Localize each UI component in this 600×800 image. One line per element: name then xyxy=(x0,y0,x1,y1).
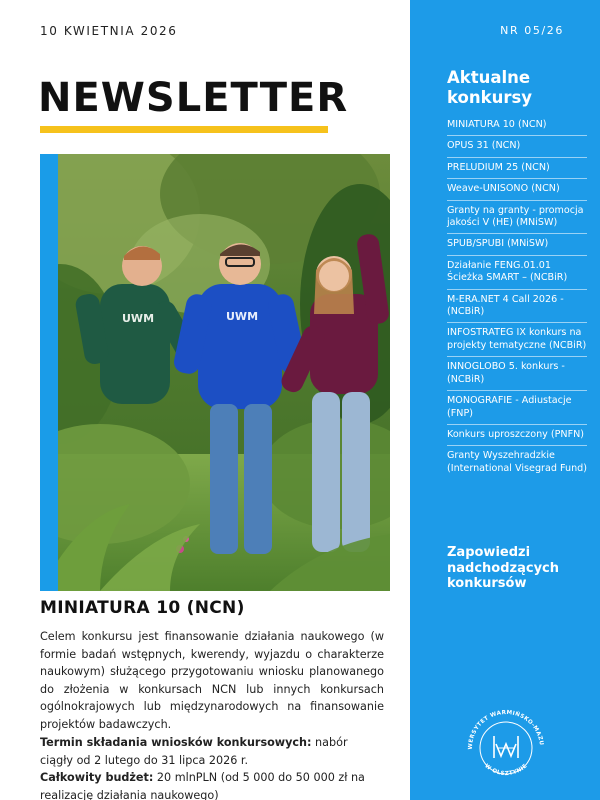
hero-photo-illustration xyxy=(40,154,390,591)
shirt-logo-text: UWM xyxy=(122,312,155,325)
seal-icon xyxy=(458,700,554,796)
competition-item[interactable]: MINIATURA 10 (NCN) xyxy=(447,118,587,136)
competition-item[interactable]: M-ERA.NET 4 Call 2026 - (NCBiR) xyxy=(447,293,587,324)
svg-text:UWM: UWM xyxy=(226,310,259,323)
seal-text-bottom: W OLSZTYNIE xyxy=(483,763,529,778)
competition-item[interactable]: PRELUDIUM 25 (NCN) xyxy=(447,161,587,179)
hero-photo xyxy=(40,154,390,591)
sidebar xyxy=(410,0,600,800)
budget-label: Całkowity budżet: xyxy=(40,771,154,784)
budget-value: 20 mlnPLN (od 5 000 do 50 000 zł na realizację działania naukowego) xyxy=(40,771,365,800)
competition-item[interactable]: Działanie FENG.01.01 Ścieżka SMART – (NCBiR) xyxy=(447,259,587,290)
competition-list xyxy=(447,118,587,482)
issue-number: NR 05/26 xyxy=(500,24,564,37)
issue-date: 10 KWIETNIA 2026 xyxy=(40,24,178,38)
article-deadline xyxy=(40,734,384,769)
upcoming-heading[interactable]: Zapowiedzi nadchodzących konkursów xyxy=(447,545,560,591)
competition-item[interactable]: INNOGLOBO 5. konkurs - (NCBiR) xyxy=(447,360,587,391)
seal-text-top: WERSYTET WARMIŃSKO-MAZU xyxy=(467,709,544,750)
competition-item[interactable]: INFOSTRATEG IX konkurs na projekty tematyczne (NCBiR) xyxy=(447,326,587,357)
deadline-value: nabór ciągły od 2 lutego do 31 lipca 2026 r. xyxy=(40,736,348,767)
page-title: NEWSLETTER xyxy=(38,75,349,121)
competition-item[interactable]: Granty na granty - promocja jakości V (HE) (MNiSW) xyxy=(447,204,587,235)
competition-item[interactable]: MONOGRAFIE - Adiustacje (FNP) xyxy=(447,394,587,425)
svg-text:W OLSZTYNIE xyxy=(483,763,529,777)
article-budget xyxy=(40,769,384,800)
photo-accent-bar xyxy=(40,154,58,591)
title-underline xyxy=(40,126,328,133)
article-body: Celem konkursu jest finansowanie działania naukowego (w formie badań wstępnych, kwerendy, wyjazdu o charakterze naukowym) służącego przygotowaniu wniosku planowanego do złożenia w konkursach NCN lub innych konkursach ogólnokrajowych lub międzynarodowych na finansowanie projektów badawczych. xyxy=(40,630,384,731)
competition-item[interactable]: Weave-UNISONO (NCN) xyxy=(447,182,587,200)
university-seal-logo xyxy=(458,700,554,796)
competition-item[interactable]: SPUB/SPUBI (MNiSW) xyxy=(447,237,587,255)
competition-item[interactable]: OPUS 31 (NCN) xyxy=(447,139,587,157)
competition-item[interactable]: Granty Wyszehradzkie (International Visegrad Fund) xyxy=(447,450,587,474)
sidebar-heading: Aktualne konkursy xyxy=(447,68,533,107)
article-title: MINIATURA 10 (NCN) xyxy=(40,598,245,618)
competition-item[interactable]: Konkurs uproszczony (PNFN) xyxy=(447,428,587,446)
deadline-label: Termin składania wniosków konkursowych: xyxy=(40,736,312,749)
